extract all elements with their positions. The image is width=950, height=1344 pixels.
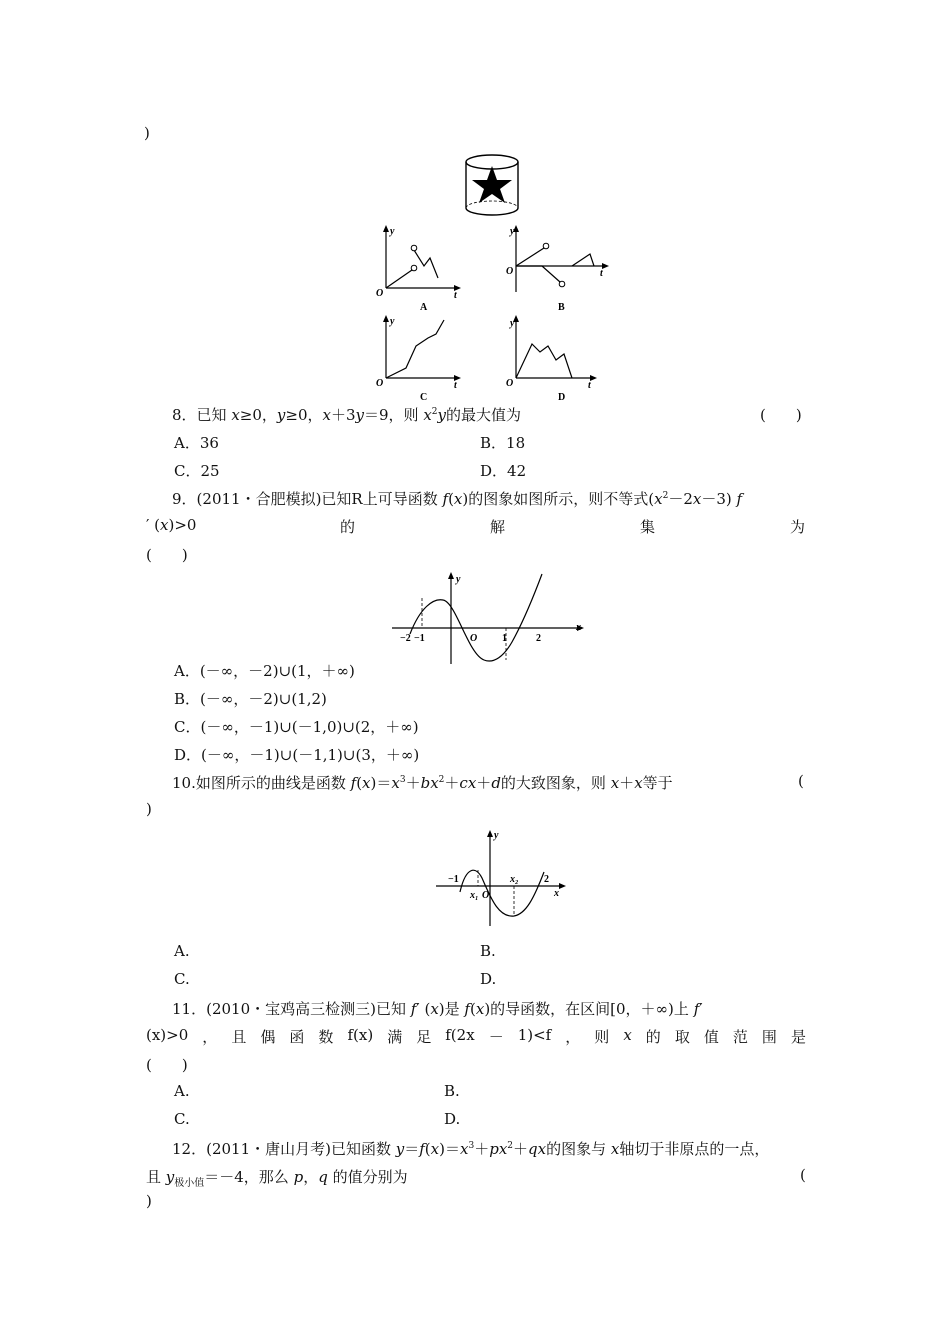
svg-text:x: x bbox=[554, 888, 559, 899]
svg-text:t: t bbox=[600, 268, 603, 279]
graph-b bbox=[502, 222, 612, 312]
q10-option-d: D. bbox=[480, 970, 497, 988]
q11-stem-line2: (x)>0 ， 且 偶 函 数 f(x) 满 足 f(2x － 1)<f ， 则 x 的 取 值 范 围 是 bbox=[146, 1026, 806, 1046]
q10-paren-right: ) bbox=[146, 800, 152, 818]
q10-paren-left: ( bbox=[798, 772, 804, 790]
svg-text:O: O bbox=[506, 266, 514, 277]
top-paren: ) bbox=[144, 124, 150, 142]
q12-paren-left: ( bbox=[800, 1166, 806, 1184]
q9-stem-line1: 9．(2011・合肥模拟)已知R上可导函数 f(x)的图象如图所示，则不等式$(x^2-2x-3)$ f bbox=[172, 490, 743, 508]
q10-option-c: C. bbox=[174, 970, 190, 988]
q11-option-d: D. bbox=[444, 1110, 461, 1128]
q9-option-a: A．(－∞，－2)∪(1，＋∞) bbox=[174, 662, 355, 680]
q11-option-a: A. bbox=[174, 1082, 190, 1100]
q9-option-b: B．(－∞，－2)∪(1,2) bbox=[174, 690, 327, 708]
caption-a: A bbox=[420, 302, 428, 313]
q11-option-b: B. bbox=[444, 1082, 460, 1100]
svg-text:t: t bbox=[454, 380, 457, 391]
graph-d bbox=[502, 312, 602, 402]
q9-tick-0: −2 bbox=[400, 633, 411, 644]
origin-label: O bbox=[376, 288, 384, 299]
svg-text:y: y bbox=[510, 318, 515, 329]
axis-y-label: y bbox=[390, 226, 395, 237]
q9-derivative-graph bbox=[388, 568, 588, 666]
q12-stem-line2: 且 $y_{极小值}=-4$，那么 p，q 的值分别为 bbox=[146, 1168, 408, 1189]
svg-text:y: y bbox=[494, 830, 499, 841]
q9-word-1: 的 bbox=[340, 518, 356, 536]
q8-option-a: A．36 bbox=[174, 434, 219, 452]
q11-option-c: C. bbox=[174, 1110, 190, 1128]
q9-option-c: C．(－∞，－1)∪(－1,0)∪(2，＋∞) bbox=[174, 718, 419, 736]
q10-tick-2: O bbox=[482, 890, 490, 901]
q11-stem-line1: 11．(2010・宝鸡高三检测三)已知 f′ (x)是 f(x)的导函数，在区间[0，＋∞)上 f′ bbox=[172, 1000, 703, 1018]
star-icon bbox=[472, 166, 512, 203]
graph-a bbox=[372, 222, 462, 312]
q10-stem: 10.如图所示的曲线是函数 $f(x)=x^3+bx^2+cx+d$的大致图象，则 x＋x等于 bbox=[172, 774, 673, 792]
axis-t-label: t bbox=[454, 290, 457, 301]
q12-stem-line1: 12．(2011・唐山月考)已知函数 $y=f(x)=x^3+px^2+qx$的图象与 x轴切于非原点的一点， bbox=[172, 1140, 770, 1158]
svg-text:y: y bbox=[390, 316, 395, 327]
q12-paren-right: ) bbox=[146, 1192, 152, 1210]
q10-tick-3: x₂ bbox=[510, 874, 519, 885]
svg-text:O: O bbox=[506, 378, 514, 389]
svg-text:y: y bbox=[510, 226, 515, 237]
q9-option-d: D．(－∞，－1)∪(－1,1)∪(3，＋∞) bbox=[174, 746, 420, 764]
svg-text:O: O bbox=[376, 378, 384, 389]
q9-tick-3: 1 bbox=[502, 633, 507, 644]
q9-tick-2: O bbox=[470, 633, 478, 644]
caption-b: B bbox=[558, 302, 565, 313]
q9-word-3: 集 bbox=[640, 518, 656, 536]
cylinder-star-figure bbox=[462, 152, 522, 220]
caption-c: C bbox=[420, 392, 428, 403]
svg-text:y: y bbox=[456, 574, 461, 585]
caption-d: D bbox=[558, 392, 566, 403]
q10-tick-0: −1 bbox=[448, 874, 459, 885]
q10-option-b: B. bbox=[480, 942, 496, 960]
q10-tick-4: 2 bbox=[544, 874, 549, 885]
q9-word-4: 为 bbox=[790, 518, 806, 536]
svg-text:t: t bbox=[588, 380, 591, 391]
q8-option-b: B．18 bbox=[480, 434, 526, 452]
q8-answer-paren: ( ) bbox=[760, 406, 802, 424]
q8-option-d: D．42 bbox=[480, 462, 527, 480]
q8-stem: 8．已知 x≥0，y≥0，x＋3y＝9，则 $x^2y$的最大值为 bbox=[172, 406, 522, 424]
svg-text:x: x bbox=[576, 622, 581, 633]
q10-option-a: A. bbox=[174, 942, 190, 960]
q11-answer-paren: ( ) bbox=[146, 1056, 188, 1074]
q9-word-2: 解 bbox=[490, 518, 506, 536]
q8-option-c: C．25 bbox=[174, 462, 220, 480]
graph-c bbox=[372, 312, 462, 402]
q10-cubic-graph bbox=[432, 826, 572, 930]
q9-stem-line2: ′ (x)>0 bbox=[146, 516, 197, 534]
q9-tick-1: −1 bbox=[414, 633, 425, 644]
q10-tick-1: x₁ bbox=[470, 890, 479, 901]
q9-tick-4: 2 bbox=[536, 633, 541, 644]
q9-answer-paren: ( ) bbox=[146, 546, 188, 564]
